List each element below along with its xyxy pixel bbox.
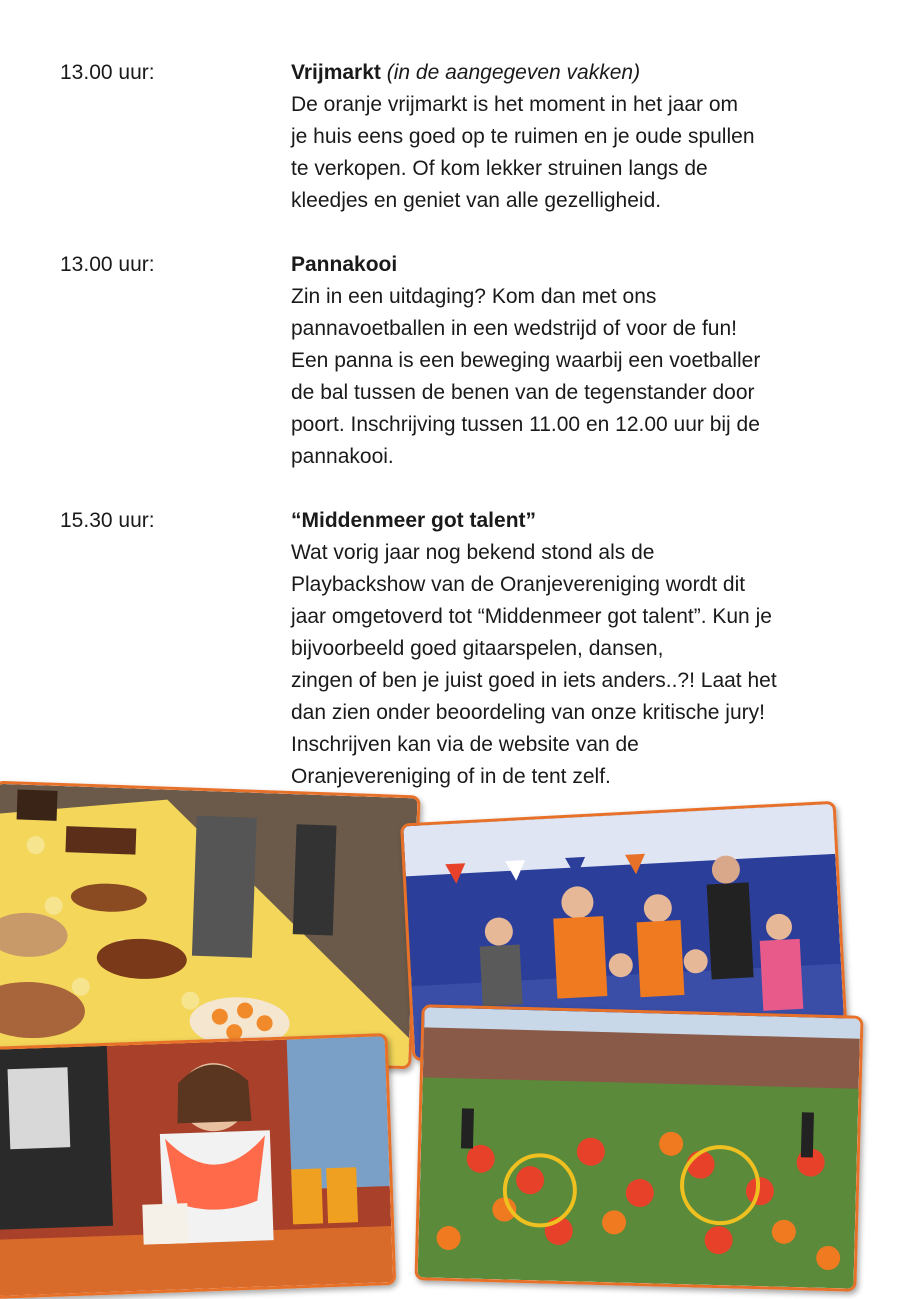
entry-title-note: (in de aangegeven vakken)	[386, 61, 641, 84]
entry-line: De oranje vrijmarkt is het moment in het jaar om	[291, 93, 738, 116]
entry-title: Pannakooi	[291, 253, 398, 276]
entry-time: 15.30 uur:	[60, 509, 155, 532]
entry-line: poort. Inschrijving tussen 11.00 en 12.00 uur bij de	[291, 413, 760, 436]
entry-title-text: Vrijmarkt	[291, 61, 381, 84]
entry-content	[291, 505, 881, 793]
entry-line: Wat vorig jaar nog bekend stond als de	[291, 541, 655, 564]
photo-bar-woman	[0, 1033, 396, 1299]
photo-parade-field	[414, 1004, 863, 1291]
entry-line: te verkopen. Of kom lekker struinen langs de	[291, 157, 708, 180]
entry-content	[291, 57, 881, 217]
entry-line: kleedjes en geniet van alle gezelligheid.	[291, 189, 662, 212]
entry-title	[291, 57, 881, 89]
entry-line: zingen of ben je juist goed in iets anders..?! Laat het	[291, 669, 777, 692]
entry-line: Inschrijven kan via de website van de	[291, 733, 639, 756]
entry-line: Playbackshow van de Oranjevereniging wordt dit	[291, 573, 746, 596]
entry-line: dan zien onder beoordeling van onze kritische jury!	[291, 701, 765, 724]
entry-line: bijvoorbeeld goed gitaarspelen, dansen,	[291, 637, 664, 660]
entry-line: de bal tussen de benen van de tegenstander door	[291, 381, 755, 404]
entry-time: 13.00 uur:	[60, 253, 155, 276]
entry-title: “Middenmeer got talent”	[291, 509, 537, 532]
entry-line: pannakooi.	[291, 445, 394, 468]
entry-line: Oranjevereniging of in de tent zelf.	[291, 765, 611, 788]
entry-time: 13.00 uur:	[60, 61, 155, 84]
entry-content	[291, 249, 881, 473]
entry-line: je huis eens goed op te ruimen en je oude spullen	[291, 125, 755, 148]
entry-line: jaar omgetoverd tot “Middenmeer got talent”. Kun je	[291, 605, 772, 628]
entry-line: Een panna is een beweging waarbij een voetballer	[291, 349, 761, 372]
entry-line: Zin in een uitdaging? Kom dan met ons	[291, 285, 657, 308]
photo-cake-table	[0, 781, 421, 1070]
entry-line: pannavoetballen in een wedstrijd of voor de fun!	[291, 317, 737, 340]
